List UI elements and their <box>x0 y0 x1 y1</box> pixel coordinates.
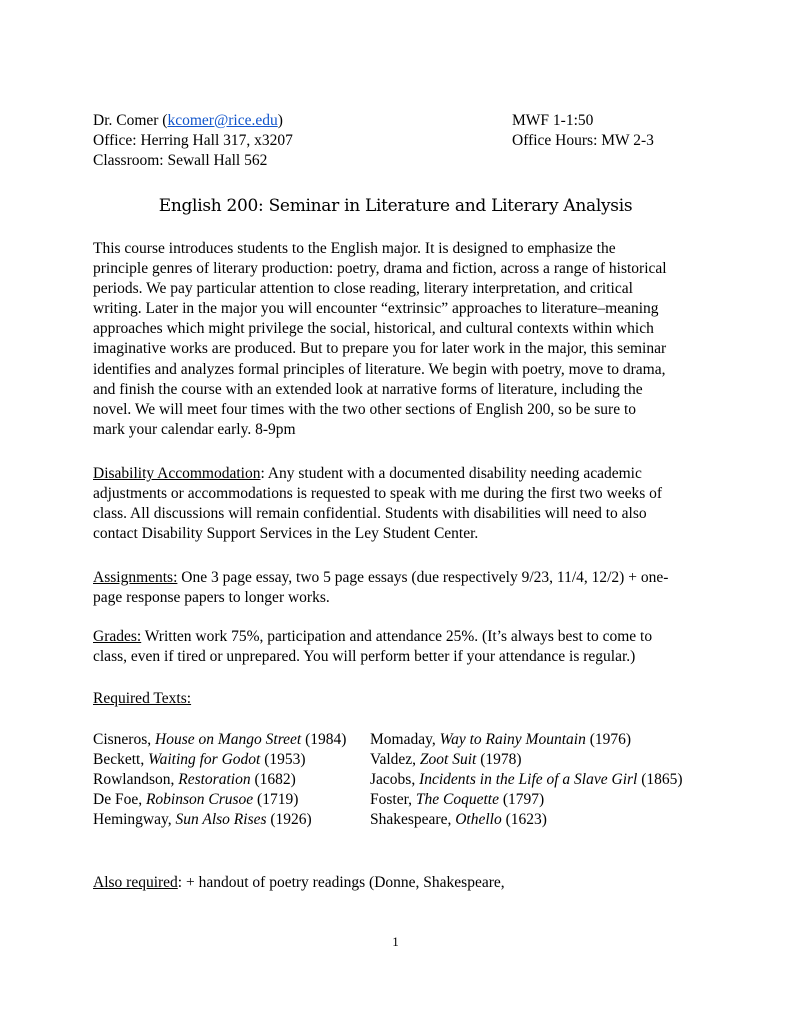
text-line: periods. We pay particular attention to close reading, literary interpretation, and critical <box>93 280 633 298</box>
also-required-section <box>93 873 713 893</box>
list-item: Shakespeare, Othello (1623) <box>370 811 547 829</box>
list-item: Foster, The Coquette (1797) <box>370 791 545 809</box>
text-line: novel. We will meet four times with the two other sections of English 200, so be sure to <box>93 400 637 418</box>
list-item: Rowlandson, Restoration (1682) <box>93 771 296 789</box>
text-line: Also required: + handout of poetry readings (Donne, Shakespeare, <box>93 874 505 891</box>
schedule-line: MWF 1-1:50 <box>512 112 594 129</box>
list-item: Cisneros, House on Mango Street (1984) <box>93 731 347 748</box>
list-item: Hemingway, Sun Also Rises (1926) <box>93 811 312 829</box>
texts-column-right <box>370 730 710 830</box>
office-line: Office: Herring Hall 317, x3207 <box>93 132 293 149</box>
list-item: Beckett, Waiting for Godot (1953) <box>93 751 306 769</box>
list-item: De Foe, Robinson Crusoe (1719) <box>93 791 299 809</box>
list-item: Valdez, Zoot Suit (1978) <box>370 751 522 769</box>
text-line: writing. Later in the major you will encounter “extrinsic” approaches to literature–meaning <box>93 300 659 318</box>
text-line: adjustments or accommodations is requested to speak with me during the first two weeks of <box>93 485 663 503</box>
text-line: approaches which might privilege the social, historical, and cultural contexts within which <box>93 320 654 338</box>
grades-heading: Grades: <box>93 628 142 645</box>
page-number: 1 <box>392 934 399 949</box>
text-line: imaginative works are produced. But to prepare you for later work in the major, this seminar <box>93 340 667 358</box>
instructor-email-link[interactable]: kcomer@rice.edu <box>167 112 278 129</box>
text-line: class. All discussions will remain confidential. Students with disabilities will need to also <box>93 505 647 523</box>
text-line: Assignments: One 3 page essay, two 5 page essays (due respectively 9/23, 11/4, 12/2) + one- <box>93 569 669 586</box>
required-texts-heading-row <box>93 689 713 709</box>
disability-heading: Disability Accommodation <box>93 465 261 482</box>
text-line: and finish the course with an extended look at narrative forms of literature, including the <box>93 380 643 398</box>
assignments-section <box>93 568 713 608</box>
office-hours-line: Office Hours: MW 2-3 <box>512 132 654 149</box>
list-item: Jacobs, Incidents in the Life of a Slave Girl (1865) <box>370 771 683 789</box>
text-line: page response papers to longer works. <box>93 589 330 607</box>
course-description <box>93 239 713 440</box>
text-line: Grades: Written work 75%, participation and attendance 25%. (It’s always best to come to <box>93 628 653 645</box>
instructor-line: Dr. Comer (kcomer@rice.edu) <box>93 112 283 129</box>
instructor-info <box>93 111 493 171</box>
classroom-line: Classroom: Sewall Hall 562 <box>93 152 268 169</box>
required-texts-heading: Required Texts: <box>93 690 192 707</box>
list-item: Momaday, Way to Rainy Mountain (1976) <box>370 731 632 748</box>
text-line: class, even if tired or unprepared. You will perform better if your attendance is regular.) <box>93 648 636 666</box>
assignments-heading: Assignments: <box>93 569 178 586</box>
course-title: English 200: Seminar in Literature and Literary Analysis <box>158 196 633 216</box>
grades-section <box>93 627 713 667</box>
text-line: identifies and analyzes formal principles of literature. We begin with poetry, move to drama, <box>93 360 666 378</box>
text-line: principle genres of literary production: poetry, drama and fiction, across a range of historical <box>93 260 667 278</box>
text-line: mark your calendar early. 8-9pm <box>93 420 296 438</box>
schedule-info <box>512 111 712 151</box>
text-line: contact Disability Support Services in the Ley Student Center. <box>93 525 479 543</box>
texts-column-left <box>93 730 373 830</box>
disability-section <box>93 464 713 544</box>
also-required-heading: Also required <box>93 874 178 891</box>
text-line: This course introduces students to the English major. It is designed to emphasize the <box>93 240 616 257</box>
text-line: Disability Accommodation: Any student with a documented disability needing academic <box>93 465 642 482</box>
